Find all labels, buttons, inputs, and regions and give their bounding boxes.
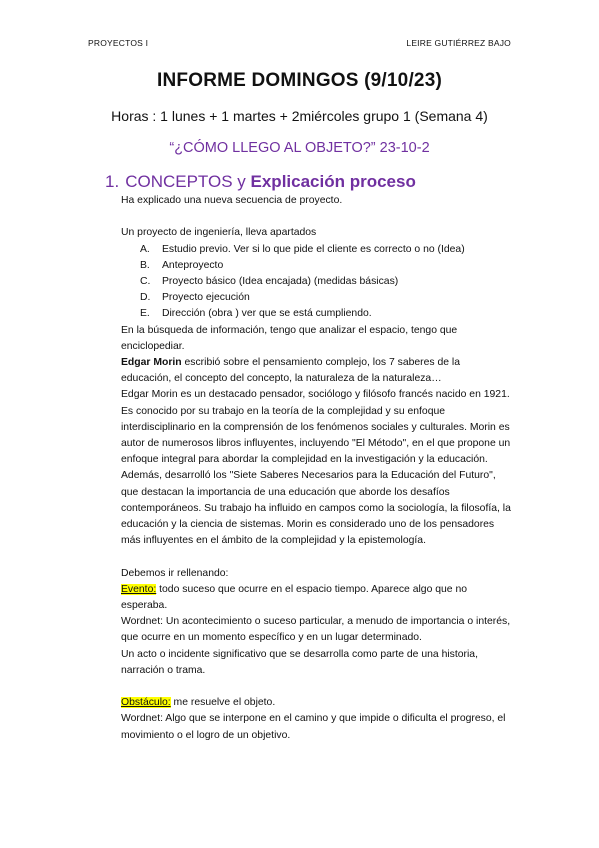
running-header-right: LEIRE GUTIÉRREZ BAJO (406, 38, 511, 48)
running-header-left: PROYECTOS I (88, 38, 149, 48)
morin-name: Edgar Morin (121, 357, 182, 369)
document-title: INFORME DOMINGOS (9/10/23) (157, 70, 442, 91)
paragraph-morin-bio: Edgar Morin es un destacado pensador, sociólogo y filósofo francés nacido en 1921. Es conocido por su trabajo en la teoría de la complejidad y su enfoque interdisciplinario en la comprensión de los fenómenos sociales y culturales. Morin es autor de numerosos libros influyentes, incluyendo "El Método", en el que propone un enfoque integral para abordar la complejidad en la investigación y la educación. Además, desarrolló los "Siete Saberes Necesarios para la Educación del Futuro", que destacan la importancia de una educación que aborde los desafíos contemporáneos. Su trabajo ha influido en campos como la sociología, la filosofía, la educación y la ciencia de sistemas. Morin es considerado uno de los pensadores más influyentes en el ámbito de la complejidad y la epistemología. (121, 389, 511, 547)
list-item: B. Anteproyecto (140, 259, 224, 271)
paragraph-obstaculo: Obstáculo: me resuelve el objeto. (121, 697, 276, 709)
paragraph-proyecto: Un proyecto de ingeniería, lleva apartados (121, 227, 317, 239)
phases-list (121, 242, 513, 323)
paragraph-intro: Ha explicado una nueva secuencia de proyecto. (121, 195, 343, 206)
obstaculo-label: Obstáculo: (121, 697, 171, 709)
paragraph-evento: Evento: todo suceso que ocurre en el espacio tiempo. Aparece algo que no esperaba. (121, 583, 468, 612)
section-title-bold: Explicación proceso (250, 172, 416, 191)
list-item: E. Dirección (obra ) ver que se está cumpliendo. (140, 308, 372, 320)
list-item: D. Proyecto ejecución (140, 292, 250, 304)
paragraph-obstaculo-wordnet: Wordnet: Algo que se interpone en el camino y que impide o dificulta el progreso, el movimiento o el logro de un objetivo. (121, 713, 506, 741)
section-heading (105, 172, 416, 192)
body-content (121, 193, 513, 744)
document-subtitle: Horas : 1 lunes + 1 martes + 2miércoles grupo 1 (Semana 4) (111, 108, 488, 124)
paragraph-morin-intro: Edgar Morin escribió sobre el pensamiento complejo, los 7 saberes de la educación, el concepto del concepto, la naturaleza de la naturaleza… (121, 357, 461, 385)
list-item: C. Proyecto básico (Idea encajada) (medidas básicas) (140, 276, 399, 287)
paragraph-evento-wordnet: Wordnet: Un acontecimiento o suceso particular, a menudo de importancia o interés, que ocurre en un momento específico y en un lugar determinado. (121, 616, 511, 644)
paragraph-evento-extra: Un acto o incidente significativo que se desarrolla como parte de una historia, narración o trama. (121, 648, 478, 676)
evento-label: Evento: (121, 583, 157, 595)
section-number: 1. (105, 172, 120, 191)
paragraph-busqueda: En la búsqueda de información, tengo que analizar el espacio, tengo que enciclopediar. (121, 324, 458, 352)
list-item: A. Estudio previo. Ver si lo que pide el cliente es correcto o no (Idea) (140, 243, 465, 255)
paragraph-rellenando: Debemos ir rellenando: (121, 567, 229, 579)
section-title-regular: CONCEPTOS y (125, 172, 246, 191)
topic-line: “¿CÓMO LLEGO AL OBJETO?” 23-10-2 (169, 140, 430, 156)
